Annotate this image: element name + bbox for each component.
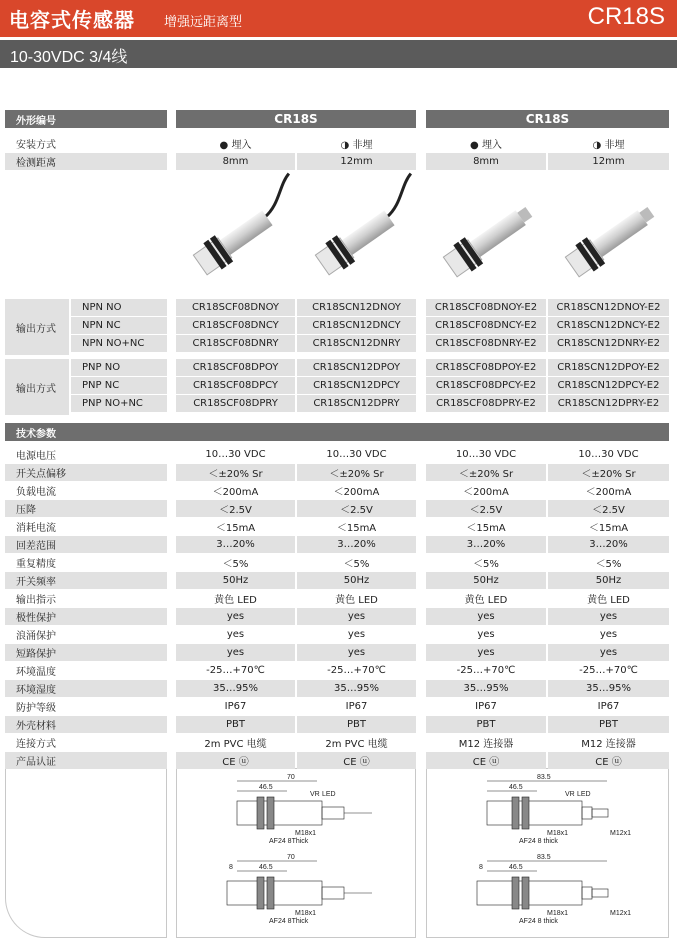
tech-param-value: 35…95%: [548, 680, 669, 697]
tech-param-value: PBT: [426, 716, 546, 733]
tech-param-value: yes: [297, 626, 416, 643]
sensor-images: [5, 172, 669, 296]
detect-label: 检测距离: [5, 153, 167, 170]
label-led: LED: [322, 791, 336, 798]
tech-param-name: 负载电流: [5, 482, 167, 499]
tech-param-value: 黄色 LED: [548, 590, 669, 607]
tech-param-value: ＜±20% Sr: [426, 464, 546, 481]
label-nut-r2: AF24 8 thick: [519, 918, 558, 925]
tech-param-name: 外壳材料: [5, 716, 167, 733]
model-code: CR18SCN12DNRY: [297, 335, 416, 352]
detect-value: 12mm: [548, 153, 669, 170]
tech-param-value: 50Hz: [297, 572, 416, 589]
tech-param-value: ＜5%: [297, 554, 416, 571]
label-nut: AF24 8Thick: [269, 838, 309, 845]
sensor-image-2: [308, 174, 433, 278]
tech-param-name: 环境温度: [5, 662, 167, 679]
group2-title: CR18S: [426, 110, 669, 128]
model-code: CR18SCN12DNRY-E2: [548, 335, 669, 352]
tech-param-value: ＜15mA: [548, 518, 669, 535]
tech-param-value: 2m PVC 电缆: [176, 734, 295, 751]
tech-param-value: CE ⓤ: [548, 752, 669, 769]
tech-param-value: -25…+70℃: [548, 662, 669, 679]
model-code: CR18SCN12DPCY: [297, 377, 416, 394]
tech-param-name: 开关频率: [5, 572, 167, 589]
tech-param-value: ＜5%: [548, 554, 669, 571]
tech-param-value: 35…95%: [176, 680, 295, 697]
model-code: CR18SCN12DNCY-E2: [548, 317, 669, 334]
tech-param-name: 极性保护: [5, 608, 167, 625]
pnp-type: PNP NO: [71, 359, 167, 376]
model-code: CR18SCN12DNOY: [297, 299, 416, 316]
tech-param-value: yes: [297, 608, 416, 625]
tech-param-value: yes: [548, 608, 669, 625]
outline-label: 外形编号: [5, 110, 167, 128]
detect-value: 8mm: [176, 153, 295, 170]
tech-param-value: ＜200mA: [176, 482, 295, 499]
drawing-blank-panel: [5, 768, 167, 938]
npn-group-label: 输出方式: [5, 299, 69, 355]
pnp-type: PNP NO+NC: [71, 395, 167, 412]
tech-param-name: 回差范围: [5, 536, 167, 553]
model-code: CR18SCF08DPCY-E2: [426, 377, 546, 394]
tech-param-value: IP67: [176, 698, 295, 715]
label-conn-r: M12x1: [610, 830, 632, 837]
dim-gap: 8: [229, 864, 233, 871]
tech-param-name: 连接方式: [5, 734, 167, 751]
tech-param-name: 压降: [5, 500, 167, 517]
tech-param-value: M12 连接器: [426, 734, 546, 751]
tech-param-value: CE ⓤ: [297, 752, 416, 769]
dimension-drawing-connector: [427, 769, 668, 937]
tech-param-value: 黄色 LED: [297, 590, 416, 607]
tech-param-value: 黄色 LED: [176, 590, 295, 607]
tech-param-value: ＜15mA: [176, 518, 295, 535]
tech-param-value: 黄色 LED: [426, 590, 546, 607]
tech-param-name: 电源电压: [5, 446, 167, 463]
model-code: CR18SCF08DNCY-E2: [426, 317, 546, 334]
tech-label: 技术参数: [5, 423, 669, 441]
tech-param-value: 2m PVC 电缆: [297, 734, 416, 751]
tech-param-value: 50Hz: [176, 572, 295, 589]
voltage-text: 10-30VDC 3/4线: [10, 49, 128, 66]
dim-overall: 70: [287, 774, 295, 781]
model-code: CR18SCF08DPOY: [176, 359, 295, 376]
tech-param-name: 输出指示: [5, 590, 167, 607]
model-code: CR18SCF08DPRY-E2: [426, 395, 546, 412]
tech-param-value: 10…30 VDC: [426, 446, 546, 463]
tech-param-value: yes: [426, 644, 546, 661]
voltage-bar: [0, 40, 677, 68]
dim-overall-2: 70: [287, 854, 295, 861]
tech-param-value: ＜5%: [176, 554, 295, 571]
tech-param-value: IP67: [297, 698, 416, 715]
mounting-value: ● 埋入: [176, 135, 295, 152]
mounting-value: ● 埋入: [426, 135, 546, 152]
tech-param-value: -25…+70℃: [176, 662, 295, 679]
detect-value: 8mm: [426, 153, 546, 170]
dim-body: 46.5: [259, 784, 273, 791]
dim-body-2: 46.5: [259, 864, 273, 871]
tech-param-value: ＜2.5V: [297, 500, 416, 517]
tech-param-name: 消耗电流: [5, 518, 167, 535]
pnp-type: PNP NC: [71, 377, 167, 394]
tech-param-value: yes: [297, 644, 416, 661]
dim-gap-r: 8: [479, 864, 483, 871]
group1-title: CR18S: [176, 110, 416, 128]
model-code: CR18SCN12DNOY-E2: [548, 299, 669, 316]
model-code: CR18SCN12DNCY: [297, 317, 416, 334]
sensor-image-1: [186, 174, 311, 278]
model-code: CR18SCN12DPRY: [297, 395, 416, 412]
model-code: CR18SCN12DPRY-E2: [548, 395, 669, 412]
label-thread-r2: M18x1: [547, 910, 569, 917]
tech-param-value: 3…20%: [548, 536, 669, 553]
tech-param-value: ＜5%: [426, 554, 546, 571]
tech-param-value: yes: [426, 608, 546, 625]
page-subtitle: 增强远距离型: [164, 15, 243, 30]
pnp-group-label: 输出方式: [5, 359, 69, 415]
tech-param-value: yes: [176, 644, 295, 661]
tech-param-name: 防护等级: [5, 698, 167, 715]
tech-param-value: PBT: [548, 716, 669, 733]
model-code: CR18SCF08DNRY-E2: [426, 335, 546, 352]
tech-param-value: IP67: [548, 698, 669, 715]
tech-param-value: 35…95%: [297, 680, 416, 697]
tech-param-value: ＜2.5V: [426, 500, 546, 517]
tech-param-value: 10…30 VDC: [548, 446, 669, 463]
tech-param-value: PBT: [297, 716, 416, 733]
npn-type: NPN NO: [71, 299, 167, 316]
model-title: CR18S: [587, 3, 665, 30]
tech-param-value: yes: [548, 626, 669, 643]
model-code: CR18SCF08DPRY: [176, 395, 295, 412]
label-thread-2: M18x1: [295, 910, 317, 917]
tech-param-name: 环境湿度: [5, 680, 167, 697]
tech-param-value: yes: [176, 608, 295, 625]
dimension-drawing-cable: [177, 769, 415, 937]
tech-param-name: 开关点偏移: [5, 464, 167, 481]
model-code: CR18SCF08DNOY-E2: [426, 299, 546, 316]
tech-param-value: ＜15mA: [426, 518, 546, 535]
tech-param-value: 3…20%: [426, 536, 546, 553]
tech-param-value: -25…+70℃: [426, 662, 546, 679]
drawing-left-panel: [176, 768, 416, 938]
tech-param-value: 50Hz: [548, 572, 669, 589]
tech-param-value: yes: [176, 626, 295, 643]
label-thread-r: M18x1: [547, 830, 569, 837]
dim-body-r: 46.5: [509, 784, 523, 791]
label-thread: M18x1: [295, 830, 317, 837]
sensor-image-3: [441, 199, 538, 280]
tech-param-value: 10…30 VDC: [176, 446, 295, 463]
model-code: CR18SCF08DNCY: [176, 317, 295, 334]
tech-param-value: ＜200mA: [548, 482, 669, 499]
sensor-image-4: [563, 199, 660, 280]
mounting-value: ◑ 非埋: [548, 135, 669, 152]
tech-param-value: 3…20%: [297, 536, 416, 553]
tech-param-value: ＜200mA: [297, 482, 416, 499]
page-title: 电容式传感器: [9, 8, 135, 32]
tech-param-name: 短路保护: [5, 644, 167, 661]
model-code: CR18SCN12DPOY-E2: [548, 359, 669, 376]
drawing-right-panel: [426, 768, 669, 938]
tech-param-name: 重复精度: [5, 554, 167, 571]
tech-param-value: 50Hz: [426, 572, 546, 589]
tech-param-value: ＜±20% Sr: [176, 464, 295, 481]
dim-overall-r: 83.5: [537, 774, 551, 781]
tech-param-value: IP67: [426, 698, 546, 715]
sensor-photos: [5, 172, 669, 296]
model-code: CR18SCF08DPCY: [176, 377, 295, 394]
tech-param-name: 产品认证: [5, 752, 167, 769]
tech-param-value: ＜±20% Sr: [548, 464, 669, 481]
model-code: CR18SCF08DNRY: [176, 335, 295, 352]
tech-param-value: ＜2.5V: [548, 500, 669, 517]
tech-param-value: ＜2.5V: [176, 500, 295, 517]
npn-type: NPN NO+NC: [71, 335, 167, 352]
tech-param-value: CE ⓤ: [176, 752, 295, 769]
dim-body-r2: 46.5: [509, 864, 523, 871]
tech-param-value: 3…20%: [176, 536, 295, 553]
mounting-label: 安装方式: [5, 135, 167, 152]
tech-param-value: -25…+70℃: [297, 662, 416, 679]
label-led-r: LED: [577, 791, 591, 798]
model-code: CR18SCF08DNOY: [176, 299, 295, 316]
model-code: CR18SCF08DPOY-E2: [426, 359, 546, 376]
detect-value: 12mm: [297, 153, 416, 170]
tech-param-value: PBT: [176, 716, 295, 733]
tech-param-value: yes: [548, 644, 669, 661]
label-vr-r: VR: [565, 791, 575, 798]
mounting-value: ◑ 非埋: [297, 135, 416, 152]
tech-param-value: yes: [426, 626, 546, 643]
model-code: CR18SCN12DPCY-E2: [548, 377, 669, 394]
tech-param-value: ＜15mA: [297, 518, 416, 535]
tech-param-value: 35…95%: [426, 680, 546, 697]
label-nut-r: AF24 8 thick: [519, 838, 558, 845]
tech-param-value: M12 连接器: [548, 734, 669, 751]
model-code: CR18SCN12DPOY: [297, 359, 416, 376]
label-vr: VR: [310, 791, 320, 798]
label-conn-r2: M12x1: [610, 910, 632, 917]
dim-overall-r2: 83.5: [537, 854, 551, 861]
tech-param-name: 浪涌保护: [5, 626, 167, 643]
label-nut-2: AF24 8Thick: [269, 918, 309, 925]
tech-param-value: CE ⓤ: [426, 752, 546, 769]
tech-param-value: 10…30 VDC: [297, 446, 416, 463]
npn-type: NPN NC: [71, 317, 167, 334]
tech-param-value: ＜200mA: [426, 482, 546, 499]
tech-param-value: ＜±20% Sr: [297, 464, 416, 481]
page-header: [0, 0, 677, 37]
